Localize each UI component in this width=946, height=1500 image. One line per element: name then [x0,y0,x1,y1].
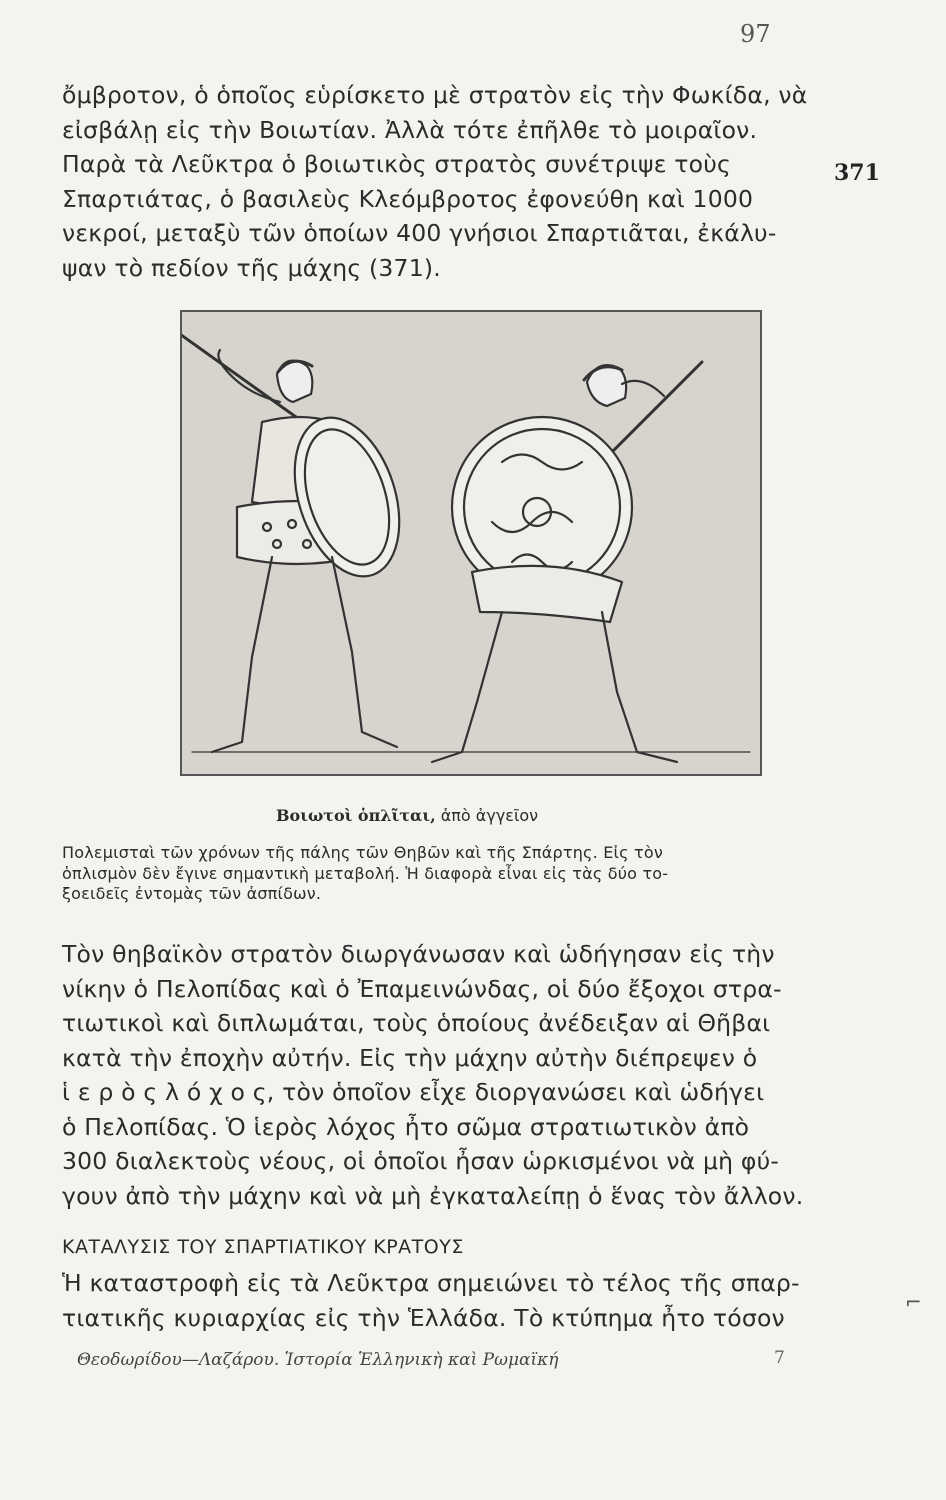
page-number: 97 [740,20,771,48]
section-heading: ΚΑΤΑΛΥΣΙΣ ΤΟΥ ΣΠΑΡΤΙΑΤΙΚΟΥ ΚΡΑΤΟΥΣ [62,1236,464,1258]
text-line: τιωτικοὶ καὶ διπλωμάται, τοὺς ὁποίους ἀνέδειξαν αἱ Θῆβαι [62,1009,771,1037]
text-line: εἰσβάλῃ εἰς τὴν Βοιωτίαν. Ἀλλὰ τότε ἐπῆλθε τὸ μοιραῖον. [62,115,758,144]
paragraph-last [62,1266,808,1335]
text-line: Ἡ καταστροφὴ εἰς τὰ Λεῦκτρα σημειώνει τὸ τέλος τῆς σπαρ- [62,1269,800,1297]
text-line: τιατικῆς κυριαρχίας εἰς τὴν Ἑλλάδα. Τὸ κτύπημα ἦτο τόσον [62,1303,785,1332]
text-line: Σπαρτιάτας, ὁ βασιλεὺς Κλεόμβροτος ἐφονεύθη καὶ 1000 [62,184,754,213]
figure-caption-note [62,843,808,905]
figure-caption-title [276,806,538,825]
paragraph-main [62,937,808,1213]
caption-title-rest: ἀπὸ ἀγγεῖον [440,806,539,825]
hoplites-illustration [180,310,762,776]
text-line: νίκην ὁ Πελοπίδας καὶ ὁ Ἐπαμεινώνδας, οἱ δύο ἔξοχοι στρα- [62,974,782,1003]
text-line: ψαν τὸ πεδίον τῆς μάχης (371). [62,253,441,282]
caption-title-bold: Βοιωτοὶ ὁπλῖται, [276,806,436,825]
text-line: κατὰ τὴν ἐποχὴν αὐτήν. Εἰς τὴν μάχην αὐτὴν διέπρεψεν ὁ [62,1043,758,1072]
vase-painting-image [182,312,760,774]
text-line: νεκροί, μεταξὺ τῶν ὁποίων 400 γνήσιοι Σπαρτιᾶται, ἐκάλυ- [62,219,777,247]
edge-mark: ⌐ [905,1290,922,1314]
caption-line: Πολεμισταὶ τῶν χρόνων τῆς πάλης τῶν Θηβῶν καὶ τῆς Σπάρτης. Εἰς τὸν [62,843,663,862]
signature-number: 7 [774,1348,785,1368]
caption-line: ξοειδεῖς ἐντομὰς τῶν ἀσπίδων. [62,884,322,903]
text-line: Παρὰ τὰ Λεῦκτρα ὁ βοιωτικὸς στρατὸς συνέτριψε τοὺς [62,150,732,178]
page-footer: Θεοδωρίδου—Λαζάρου. Ἱστορία Ἑλληνικὴ καὶ Ρωμαϊκή [77,1350,559,1370]
caption-line: ὁπλισμὸν δὲν ἔγινε σημαντικὴ μεταβολή. Ἡ διαφορὰ εἶναι εἰς τὰς δύο το- [62,863,669,883]
text-line: 300 διαλεκτοὺς νέους, οἱ ὁποῖοι ἦσαν ὡρκισμένοι νὰ μὴ φύ- [62,1147,780,1175]
text-line: ὄμβροτον, ὁ ὁποῖος εὑρίσκετο μὲ στρατὸν εἰς τὴν Φωκίδα, νὰ [62,81,808,109]
text-line: ὁ Πελοπίδας. Ὁ ἱερὸς λόχος ἦτο σῶμα στρατιωτικὸν ἀπὸ [62,1112,750,1141]
text-line: ἱ ε ρ ὸ ς λ ό χ ο ς, τὸν ὁποῖον εἶχε διοργανώσει καὶ ὡδήγει [62,1078,765,1106]
text-line: γουν ἀπὸ τὴν μάχην καὶ νὰ μὴ ἐγκαταλείπῃ ὁ ἕνας τὸν ἄλλον. [62,1181,804,1210]
text-line: Τὸν θηβαϊκὸν στρατὸν διωργάνωσαν καὶ ὡδήγησαν εἰς τὴν [62,940,775,968]
paragraph-top [62,78,808,285]
margin-year-note: 371 [834,160,880,186]
